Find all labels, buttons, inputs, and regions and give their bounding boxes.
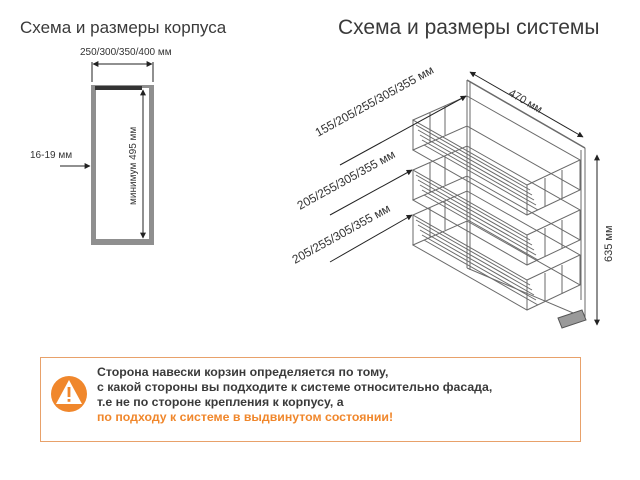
middle-basket-label: 205/255/305/355 мм <box>294 147 398 213</box>
panel-thickness-label: 16-19 мм <box>30 150 73 161</box>
top-basket <box>413 96 580 215</box>
cabinet-left-panel <box>91 85 96 245</box>
system-scheme-title: Схема и размеры системы <box>338 16 600 39</box>
bottom-basket <box>413 191 580 310</box>
note-line: Сторона навески корзин определяется по тому, <box>97 365 389 379</box>
cabinet-right-panel <box>149 85 154 245</box>
cabinet-section <box>60 62 154 245</box>
cabinet-bottom-panel <box>91 239 154 245</box>
note-text <box>97 365 492 425</box>
top-basket-label: 155/205/255/305/355 мм <box>312 62 437 140</box>
cabinet-scheme-title: Схема и размеры корпуса <box>20 18 227 37</box>
basket-system <box>413 80 586 328</box>
note-line: т.е не по стороне крепления к корпусу, а <box>97 395 344 409</box>
cabinet-height-label: минимум 495 мм <box>128 126 139 205</box>
note-highlight: по подходу к системе в выдвинутом состоянии! <box>97 410 394 424</box>
cabinet-width-label: 250/300/350/400 мм <box>80 47 172 58</box>
bottom-basket-label: 205/255/305/355 мм <box>289 201 393 267</box>
system-depth-label: 470 мм <box>506 87 545 116</box>
cabinet-top-rail <box>95 86 142 90</box>
note-line: с какой стороны вы подходите к системе относительно фасада, <box>97 380 493 394</box>
system-height-label: 635 мм <box>603 225 615 262</box>
